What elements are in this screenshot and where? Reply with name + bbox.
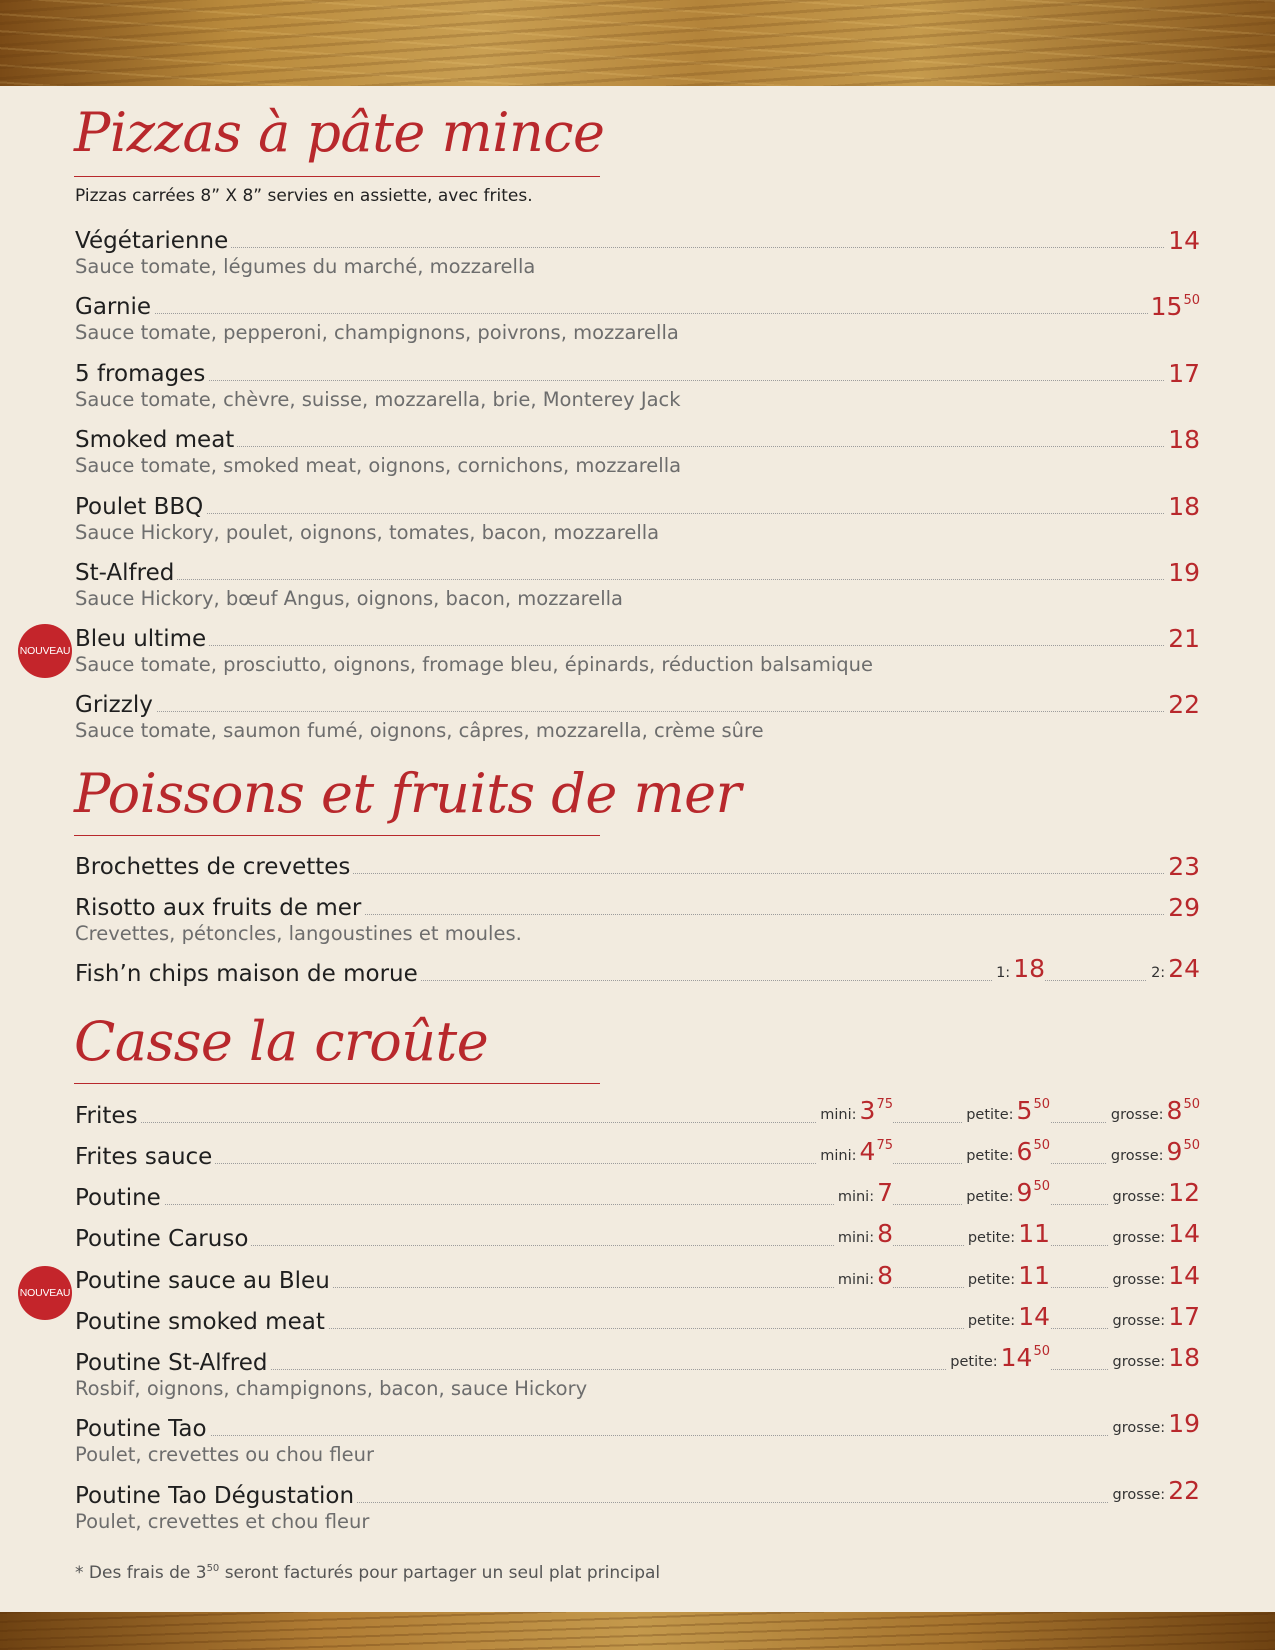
option-value: 18 <box>1013 954 1045 983</box>
item-line <box>75 954 1200 987</box>
item-name: Frites sauce <box>75 1144 215 1170</box>
size-label: grosse: <box>1112 1230 1166 1246</box>
item-name: St-Alfred <box>75 560 177 586</box>
size-label: petite: <box>966 1107 1014 1123</box>
item-name: Risotto aux fruits de mer <box>75 895 364 921</box>
item-name: Grizzly <box>75 692 156 718</box>
wood-banner-bottom <box>0 1612 1275 1650</box>
footnote-cents: 50 <box>206 1563 220 1574</box>
item-line <box>75 1409 1200 1442</box>
size-price-petite <box>946 1338 1050 1376</box>
menu-item <box>75 1178 1200 1211</box>
menu-item <box>75 850 1200 880</box>
item-name: Smoked meat <box>75 427 237 453</box>
section-title-pizzas: Pizzas à pâte mince <box>74 101 605 164</box>
item-description: Sauce tomate, prosciutto, oignons, fromage bleu, épinards, réduction balsamique <box>75 653 874 676</box>
item-price <box>1165 360 1200 387</box>
size-label: mini: <box>837 1230 875 1246</box>
dot-leader <box>75 380 1200 381</box>
size-cents: 50 <box>1183 1097 1200 1112</box>
size-label: grosse: <box>1112 1354 1166 1370</box>
size-price-grosse <box>1109 1477 1200 1509</box>
size-label: mini: <box>837 1189 875 1205</box>
size-dollars: 11 <box>1018 1219 1050 1248</box>
size-dollars: 14 <box>1018 1302 1050 1331</box>
price-dollars: 18 <box>1168 492 1200 521</box>
size-cents: 50 <box>1033 1344 1050 1359</box>
size-dollars: 5 <box>1016 1096 1033 1125</box>
size-price-grosse <box>1109 1410 1200 1442</box>
size-dollars: 18 <box>1168 1343 1200 1372</box>
dot-leader <box>75 513 1200 514</box>
item-line <box>75 556 1200 586</box>
footnote-text-end: seront facturés pour partager un seul plat principal <box>219 1563 661 1583</box>
size-label: petite: <box>967 1230 1016 1246</box>
size-label: grosse: <box>1112 1313 1166 1329</box>
item-name: Frites <box>75 1103 141 1129</box>
menu-item <box>75 224 1200 279</box>
size-price-grosse <box>1109 1344 1200 1376</box>
dot-leader <box>75 313 1200 314</box>
size-cents: 50 <box>1033 1097 1050 1112</box>
size-dollars: 9 <box>1016 1178 1033 1207</box>
size-price-petite <box>962 1132 1050 1170</box>
item-line <box>75 1261 1200 1294</box>
size-price-mini <box>816 1091 893 1129</box>
dot-leader <box>75 645 1200 646</box>
size-dollars: 14 <box>1168 1219 1200 1248</box>
menu-item <box>75 423 1200 478</box>
size-label: petite: <box>966 1189 1014 1205</box>
item-line <box>75 357 1200 387</box>
menu-item <box>75 622 1200 677</box>
dot-leader <box>75 247 1200 248</box>
title-underline <box>74 1083 600 1084</box>
menu-item <box>75 1261 1200 1294</box>
pizzas-subtitle: Pizzas carrées 8” X 8” servies en assiette, avec frites. <box>75 186 533 206</box>
title-underline <box>74 835 600 836</box>
size-price-grosse <box>1109 1303 1200 1335</box>
size-label: grosse: <box>1112 1189 1166 1205</box>
menu-item <box>75 357 1200 412</box>
item-line <box>75 1219 1200 1252</box>
size-label: grosse: <box>1110 1107 1164 1123</box>
size-price-grosse <box>1107 1091 1200 1129</box>
size-cents: 75 <box>876 1138 893 1153</box>
item-line <box>75 423 1200 453</box>
size-label: grosse: <box>1112 1420 1166 1436</box>
item-name: Bleu ultime <box>75 626 209 652</box>
item-name: Brochettes de crevettes <box>75 854 353 880</box>
item-line <box>75 688 1200 718</box>
item-description: Sauce tomate, légumes du marché, mozzarella <box>75 255 536 278</box>
size-label: grosse: <box>1112 1487 1166 1503</box>
size-price-petite <box>962 1173 1050 1211</box>
size-price-petite <box>962 1091 1050 1129</box>
price-cents: 50 <box>1183 293 1200 308</box>
title-underline <box>74 176 600 177</box>
price-dollars: 15 <box>1150 292 1183 321</box>
price-dollars: 23 <box>1168 852 1200 881</box>
menu-item <box>75 688 1200 743</box>
size-dollars: 9 <box>1166 1137 1183 1166</box>
size-price-grosse <box>1109 1262 1200 1294</box>
size-price-grosse <box>1109 1179 1200 1211</box>
menu-item <box>75 556 1200 611</box>
price-dollars: 14 <box>1168 226 1200 255</box>
item-name: Poutine St-Alfred <box>75 1350 270 1376</box>
size-dollars: 8 <box>1166 1096 1183 1125</box>
option-value: 24 <box>1168 954 1200 983</box>
item-name: Garnie <box>75 294 154 320</box>
size-price-mini <box>834 1220 893 1252</box>
size-label: petite: <box>967 1313 1016 1329</box>
section-title-casse: Casse la croûte <box>74 1010 489 1073</box>
dot-leader <box>75 579 1200 580</box>
item-description: Sauce tomate, smoked meat, oignons, cornichons, mozzarella <box>75 454 682 477</box>
size-price-grosse <box>1109 1220 1200 1252</box>
item-name: Végétarienne <box>75 228 231 254</box>
wood-banner-top <box>0 0 1275 86</box>
size-dollars: 6 <box>1016 1137 1033 1166</box>
size-label: grosse: <box>1112 1272 1166 1288</box>
item-price <box>1165 426 1200 453</box>
item-description: Sauce Hickory, bœuf Angus, oignons, bacon, mozzarella <box>75 587 624 610</box>
size-price-petite <box>964 1220 1050 1252</box>
item-line <box>75 490 1200 520</box>
item-description: Crevettes, pétoncles, langoustines et moules. <box>75 922 522 945</box>
size-label: grosse: <box>1110 1148 1164 1164</box>
item-line <box>75 1137 1200 1170</box>
item-price <box>1165 894 1200 921</box>
item-description: Poulet, crevettes et chou fleur <box>75 1510 370 1533</box>
item-price <box>1165 853 1200 880</box>
size-dollars: 19 <box>1168 1409 1200 1438</box>
dot-leader <box>75 711 1200 712</box>
price-dollars: 29 <box>1168 893 1200 922</box>
item-line <box>75 622 1200 652</box>
item-line <box>75 224 1200 254</box>
menu-item <box>75 891 1200 946</box>
item-name: Poulet BBQ <box>75 494 206 520</box>
footnote-text: * Des frais de 3 <box>75 1563 207 1583</box>
menu-item <box>75 1343 1200 1401</box>
item-line <box>75 1178 1200 1211</box>
size-label: mini: <box>820 1148 857 1164</box>
item-description: Sauce tomate, saumon fumé, oignons, câpres, mozzarella, crème sûre <box>75 719 764 742</box>
item-line <box>75 1096 1200 1129</box>
item-name: Fish’n chips maison de morue <box>75 961 421 987</box>
item-line <box>75 1302 1200 1335</box>
menu-item <box>75 1096 1200 1129</box>
item-name: Poutine sauce au Bleu <box>75 1268 333 1294</box>
item-price <box>1165 625 1200 652</box>
price-dollars: 22 <box>1168 690 1200 719</box>
dot-leader <box>75 446 1200 447</box>
menu-item <box>75 1137 1200 1170</box>
nouveau-badge: NOUVEAU <box>18 624 72 678</box>
size-label: mini: <box>820 1107 857 1123</box>
item-price <box>1165 227 1200 254</box>
size-price-mini <box>834 1262 893 1294</box>
item-description: Sauce tomate, pepperoni, champignons, poivrons, mozzarella <box>75 321 679 344</box>
size-dollars: 4 <box>859 1137 876 1166</box>
size-label: petite: <box>966 1148 1014 1164</box>
item-name: 5 fromages <box>75 361 208 387</box>
item-line <box>75 1476 1200 1509</box>
option-price-1 <box>992 955 1045 987</box>
menu-item-fish <box>75 954 1200 987</box>
item-price <box>1165 559 1200 586</box>
size-price-grosse <box>1107 1132 1200 1170</box>
size-dollars: 14 <box>1000 1343 1033 1372</box>
item-price <box>1148 287 1200 320</box>
menu-item <box>75 490 1200 545</box>
size-dollars: 3 <box>859 1096 876 1125</box>
item-name: Poutine <box>75 1185 164 1211</box>
item-description: Rosbif, oignons, champignons, bacon, sauce Hickory <box>75 1377 588 1400</box>
size-cents: 75 <box>876 1097 893 1112</box>
section-title-poissons: Poissons et fruits de mer <box>74 762 741 825</box>
option-label: 1: <box>996 965 1011 981</box>
item-description: Sauce tomate, chèvre, suisse, mozzarella, brie, Monterey Jack <box>75 388 681 411</box>
item-line <box>75 290 1200 320</box>
item-description: Poulet, crevettes ou chou fleur <box>75 1443 375 1466</box>
size-dollars: 11 <box>1018 1261 1050 1290</box>
item-name: Poutine Caruso <box>75 1226 251 1252</box>
option-price-2 <box>1147 955 1200 987</box>
size-dollars: 8 <box>877 1261 893 1290</box>
item-description: Sauce Hickory, poulet, oignons, tomates, bacon, mozzarella <box>75 521 660 544</box>
menu-item <box>75 1302 1200 1335</box>
footnote <box>75 1563 660 1583</box>
item-line <box>75 891 1200 921</box>
size-cents: 50 <box>1183 1138 1200 1153</box>
size-dollars: 7 <box>877 1178 893 1207</box>
size-dollars: 8 <box>877 1219 893 1248</box>
size-dollars: 22 <box>1168 1476 1200 1505</box>
item-name: Poutine smoked meat <box>75 1309 328 1335</box>
size-price-petite <box>964 1262 1050 1294</box>
size-label: petite: <box>950 1354 998 1370</box>
price-dollars: 21 <box>1168 624 1200 653</box>
price-dollars: 17 <box>1168 359 1200 388</box>
item-line <box>75 1343 1200 1376</box>
size-price-mini <box>816 1132 893 1170</box>
menu-item <box>75 1476 1200 1534</box>
option-label: 2: <box>1151 965 1166 981</box>
price-dollars: 19 <box>1168 558 1200 587</box>
size-label: mini: <box>837 1272 875 1288</box>
menu-item <box>75 1409 1200 1467</box>
size-cents: 50 <box>1033 1179 1050 1194</box>
menu-item <box>75 290 1200 345</box>
item-price <box>1165 493 1200 520</box>
item-line <box>75 850 1200 880</box>
dot-leader <box>75 1435 1200 1436</box>
size-dollars: 17 <box>1168 1302 1200 1331</box>
item-name: Poutine Tao <box>75 1416 210 1442</box>
size-label: petite: <box>967 1272 1016 1288</box>
menu-item <box>75 1219 1200 1252</box>
size-price-mini <box>834 1179 893 1211</box>
size-price-petite <box>964 1303 1050 1335</box>
item-price <box>1165 691 1200 718</box>
size-cents: 50 <box>1033 1138 1050 1153</box>
size-dollars: 12 <box>1168 1178 1200 1207</box>
price-dollars: 18 <box>1168 425 1200 454</box>
item-name: Poutine Tao Dégustation <box>75 1483 357 1509</box>
size-dollars: 14 <box>1168 1261 1200 1290</box>
nouveau-badge: NOUVEAU <box>18 1266 72 1320</box>
